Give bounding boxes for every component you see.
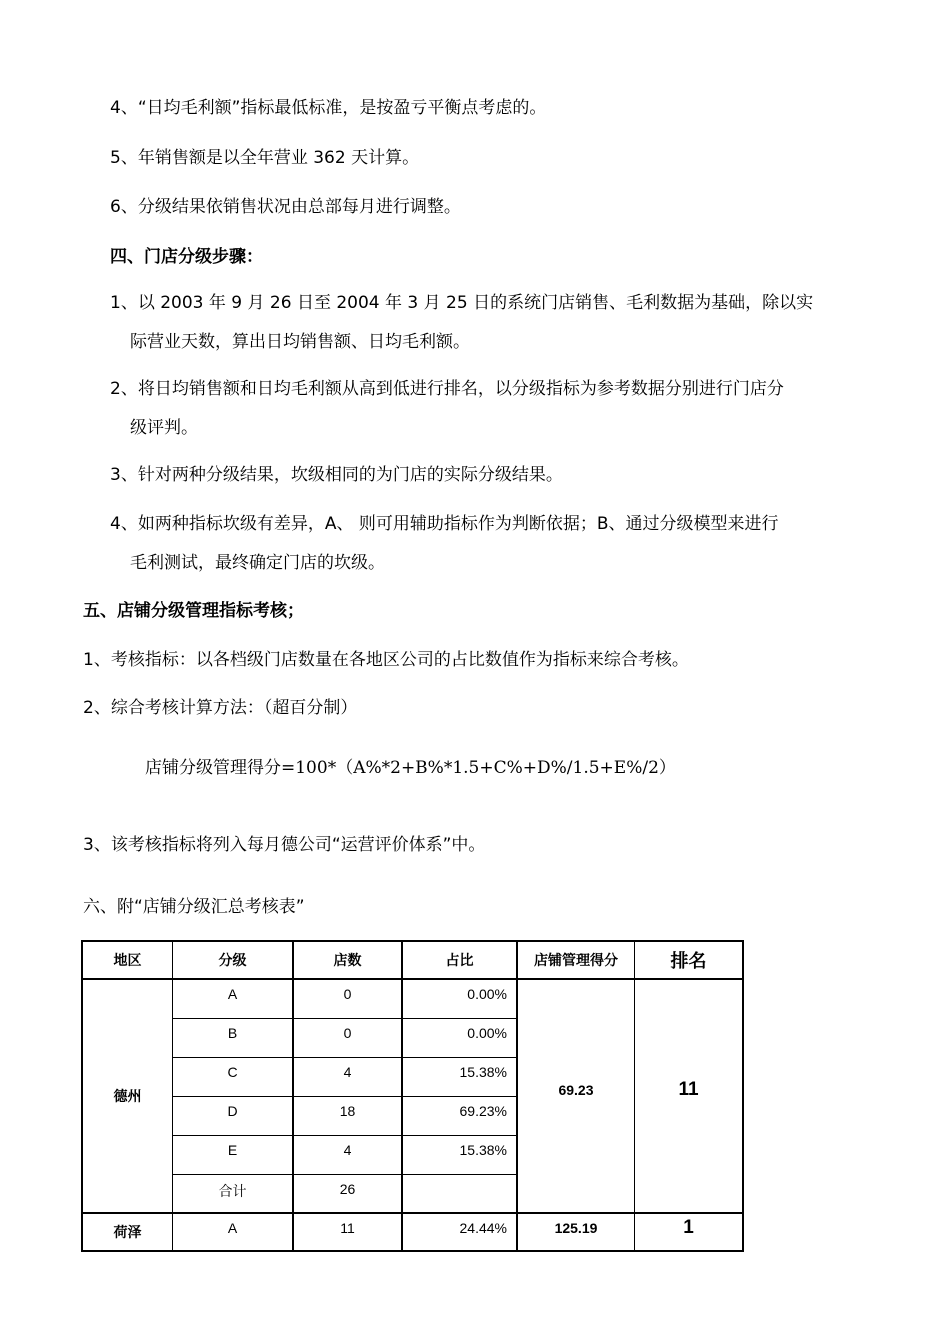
header-store-count: 店数 (333, 952, 362, 968)
dezhou-grade-b: B (227, 1025, 238, 1041)
dezhou-rank: 11 (678, 1079, 699, 1100)
section-6-title: 六、附“店铺分级汇总考核表” (83, 897, 305, 917)
header-ratio: 占比 (445, 952, 474, 968)
step-2-line-2: 级评判。 (130, 418, 198, 438)
step-4-line-1: 4、如两种指标坎级有差异，A、 则可用辅助指标作为判断依据；B、通过分级模型来进行 (110, 514, 779, 534)
step-3: 3、针对两种分级结果，坎级相同的为门店的实际分级结果。 (110, 465, 563, 485)
dezhou-grade-e: E (227, 1142, 238, 1158)
header-rank: 排名 (670, 951, 707, 971)
header-grade: 分级 (218, 952, 247, 968)
assessment-item-2: 2、综合考核计算方法：（超百分制） (83, 698, 358, 718)
step-1-line-1: 1、以 2003 年 9 月 26 日至 2004 年 3 月 25 日的系统门店销售、毛利数据为基础，除以实 (110, 293, 814, 313)
heze-ratio-a: 24.44% (459, 1220, 507, 1236)
header-region: 地区 (113, 952, 142, 968)
dezhou-score: 69.23 (558, 1082, 594, 1098)
header-score: 店铺管理得分 (534, 952, 618, 968)
dezhou-ratio-e: 15.38% (459, 1142, 507, 1158)
assessment-item-3: 3、该考核指标将列入每月德公司“运营评价体系”中。 (83, 835, 486, 855)
paragraph-4: 4、“日均毛利额”指标最低标准，是按盈亏平衡点考虑的。 (110, 98, 547, 118)
dezhou-ratio-c: 15.38% (459, 1064, 507, 1080)
dezhou-ratio-d: 69.23% (459, 1103, 507, 1119)
dezhou-grade-a: A (227, 986, 238, 1002)
step-2-line-1: 2、将日均销售额和日均毛利额从高到低进行排名，以分级指标为参考数据分别进行门店分 (110, 379, 784, 399)
dezhou-count-c: 4 (343, 1064, 352, 1080)
heze-rank: 1 (683, 1217, 694, 1238)
paragraph-5: 5、年销售额是以全年营业 362 天计算。 (110, 148, 420, 168)
dezhou-count-e: 4 (343, 1142, 352, 1158)
dezhou-ratio-a: 0.00% (467, 986, 507, 1002)
score-formula: 店铺分级管理得分=100*（A%*2+B%*1.5+C%+D%/1.5+E%/2） (145, 758, 676, 778)
assessment-item-1: 1、考核指标：以各档级门店数量在各地区公司的占比数值作为指标来综合考核。 (83, 650, 689, 670)
heze-grade-a: A (227, 1220, 238, 1236)
dezhou-total-ratio (403, 1175, 516, 1212)
dezhou-total-label: 合计 (218, 1183, 247, 1199)
dezhou-total-count: 26 (339, 1181, 356, 1197)
section-5-title: 五、店铺分级管理指标考核； (83, 601, 304, 621)
paragraph-6: 6、分级结果依销售状况由总部每月进行调整。 (110, 197, 461, 217)
dezhou-grade-d: D (227, 1103, 238, 1119)
dezhou-count-a: 0 (343, 986, 352, 1002)
region-dezhou: 德州 (113, 1088, 142, 1104)
section-4-title: 四、门店分级步骤： (110, 247, 263, 267)
heze-score: 125.19 (554, 1220, 598, 1236)
heze-count-a: 11 (340, 1220, 355, 1236)
step-1-line-2: 际营业天数，算出日均销售额、日均毛利额。 (130, 332, 470, 352)
step-4-line-2: 毛利测试，最终确定门店的坎级。 (130, 553, 385, 573)
dezhou-ratio-b: 0.00% (467, 1025, 507, 1041)
dezhou-count-b: 0 (343, 1025, 352, 1041)
dezhou-count-d: 18 (339, 1103, 356, 1119)
region-heze: 荷泽 (113, 1224, 142, 1240)
dezhou-grade-c: C (227, 1064, 238, 1080)
